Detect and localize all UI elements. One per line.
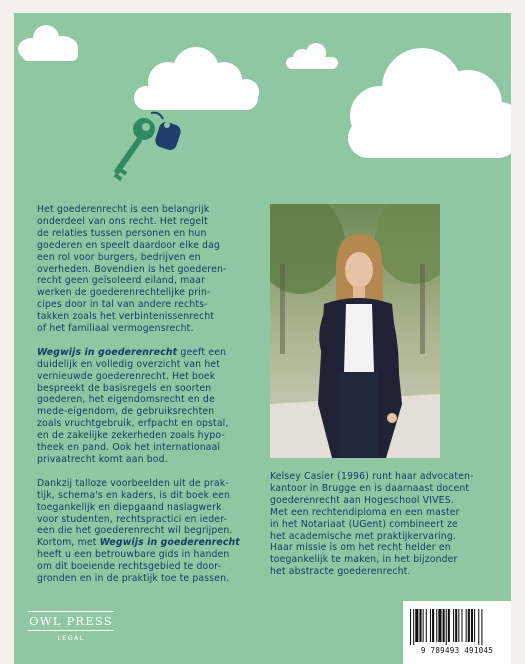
isbn-number: 9 789493 491045 (420, 646, 494, 655)
description-paragraph-2 (37, 347, 277, 466)
back-cover (14, 13, 511, 664)
book-description (37, 204, 277, 597)
book-title-inline: Wegwijs in goederenrecht (37, 346, 178, 358)
description-paragraph-3 (37, 478, 277, 585)
description-paragraph-2-text: geeft een duidelijk en volledig overzicht van het vernieuwde goederenrecht. Het boek bespreekt de basisregels en soorten goederen, het eigendomsrecht en de mede-eigendom, de gebruiksrechten zoals vruchtgebruik, erfpacht en opstal, en de zakelijke zekerheden zoals hypo- theek en pand. Ook het internationaal privaatrecht komt aan bod. (37, 346, 229, 466)
book-title-inline: Wegwijs in goederenrecht (99, 537, 240, 549)
cloud-icon (340, 46, 511, 158)
publisher-imprint: LEGAL (57, 634, 85, 642)
publisher-logo (28, 611, 114, 642)
keys-icon (111, 109, 186, 191)
barcode-bars (410, 609, 504, 645)
publisher-name: OWL PRESS (28, 611, 114, 631)
description-paragraph-3-text-a: Dankzij talloze voorbeelden uit de prak- tijk, schema's en kaders, is dit boek een toegankelijk en diepgaand naslagwerk voor studenten, rechtspractici en ieder- een die het goederenrecht wil begrijpen. Kortom, met (37, 477, 233, 549)
cloud-icon (284, 42, 340, 70)
description-paragraph-3-text-b: heeft u een betrouwbare gids in handen om dit boeiende rechtsgebied te door- gronden en in de praktijk toe te passen. (37, 549, 230, 585)
cloud-icon (16, 23, 80, 63)
isbn-barcode (403, 601, 511, 664)
description-paragraph-1: Het goederenrecht is een belangrijk onderdeel van ons recht. Het regelt de relaties tussen personen en hun goederen en speelt daardoor elke dag een rol voor burgers, bedrijven en overheden. Bovendien is het goederen- recht geen geïsoleerd eiland, maar werken de goederenrechtelijke prin- cipes door in tal van andere rechts- takken zoals het verbintenissenrecht of het familiaal vermogensrecht. (37, 204, 227, 335)
author-bio-text: Kelsey Casier (1996) runt haar advocaten- kantoor in Brugge en is daarnaast docent goederenrecht aan Hogeschool VIVES. Met een rechtendiploma en een master in het Notariaat (UGent) combineert ze het academische met praktijkervaring. Haar missie is om het recht helder en toegankelijk te maken, in het bijzonder het abstracte goederenrecht. (270, 471, 474, 578)
author-bio (270, 471, 500, 590)
author-photo (270, 204, 440, 458)
cloud-icon (132, 46, 260, 112)
